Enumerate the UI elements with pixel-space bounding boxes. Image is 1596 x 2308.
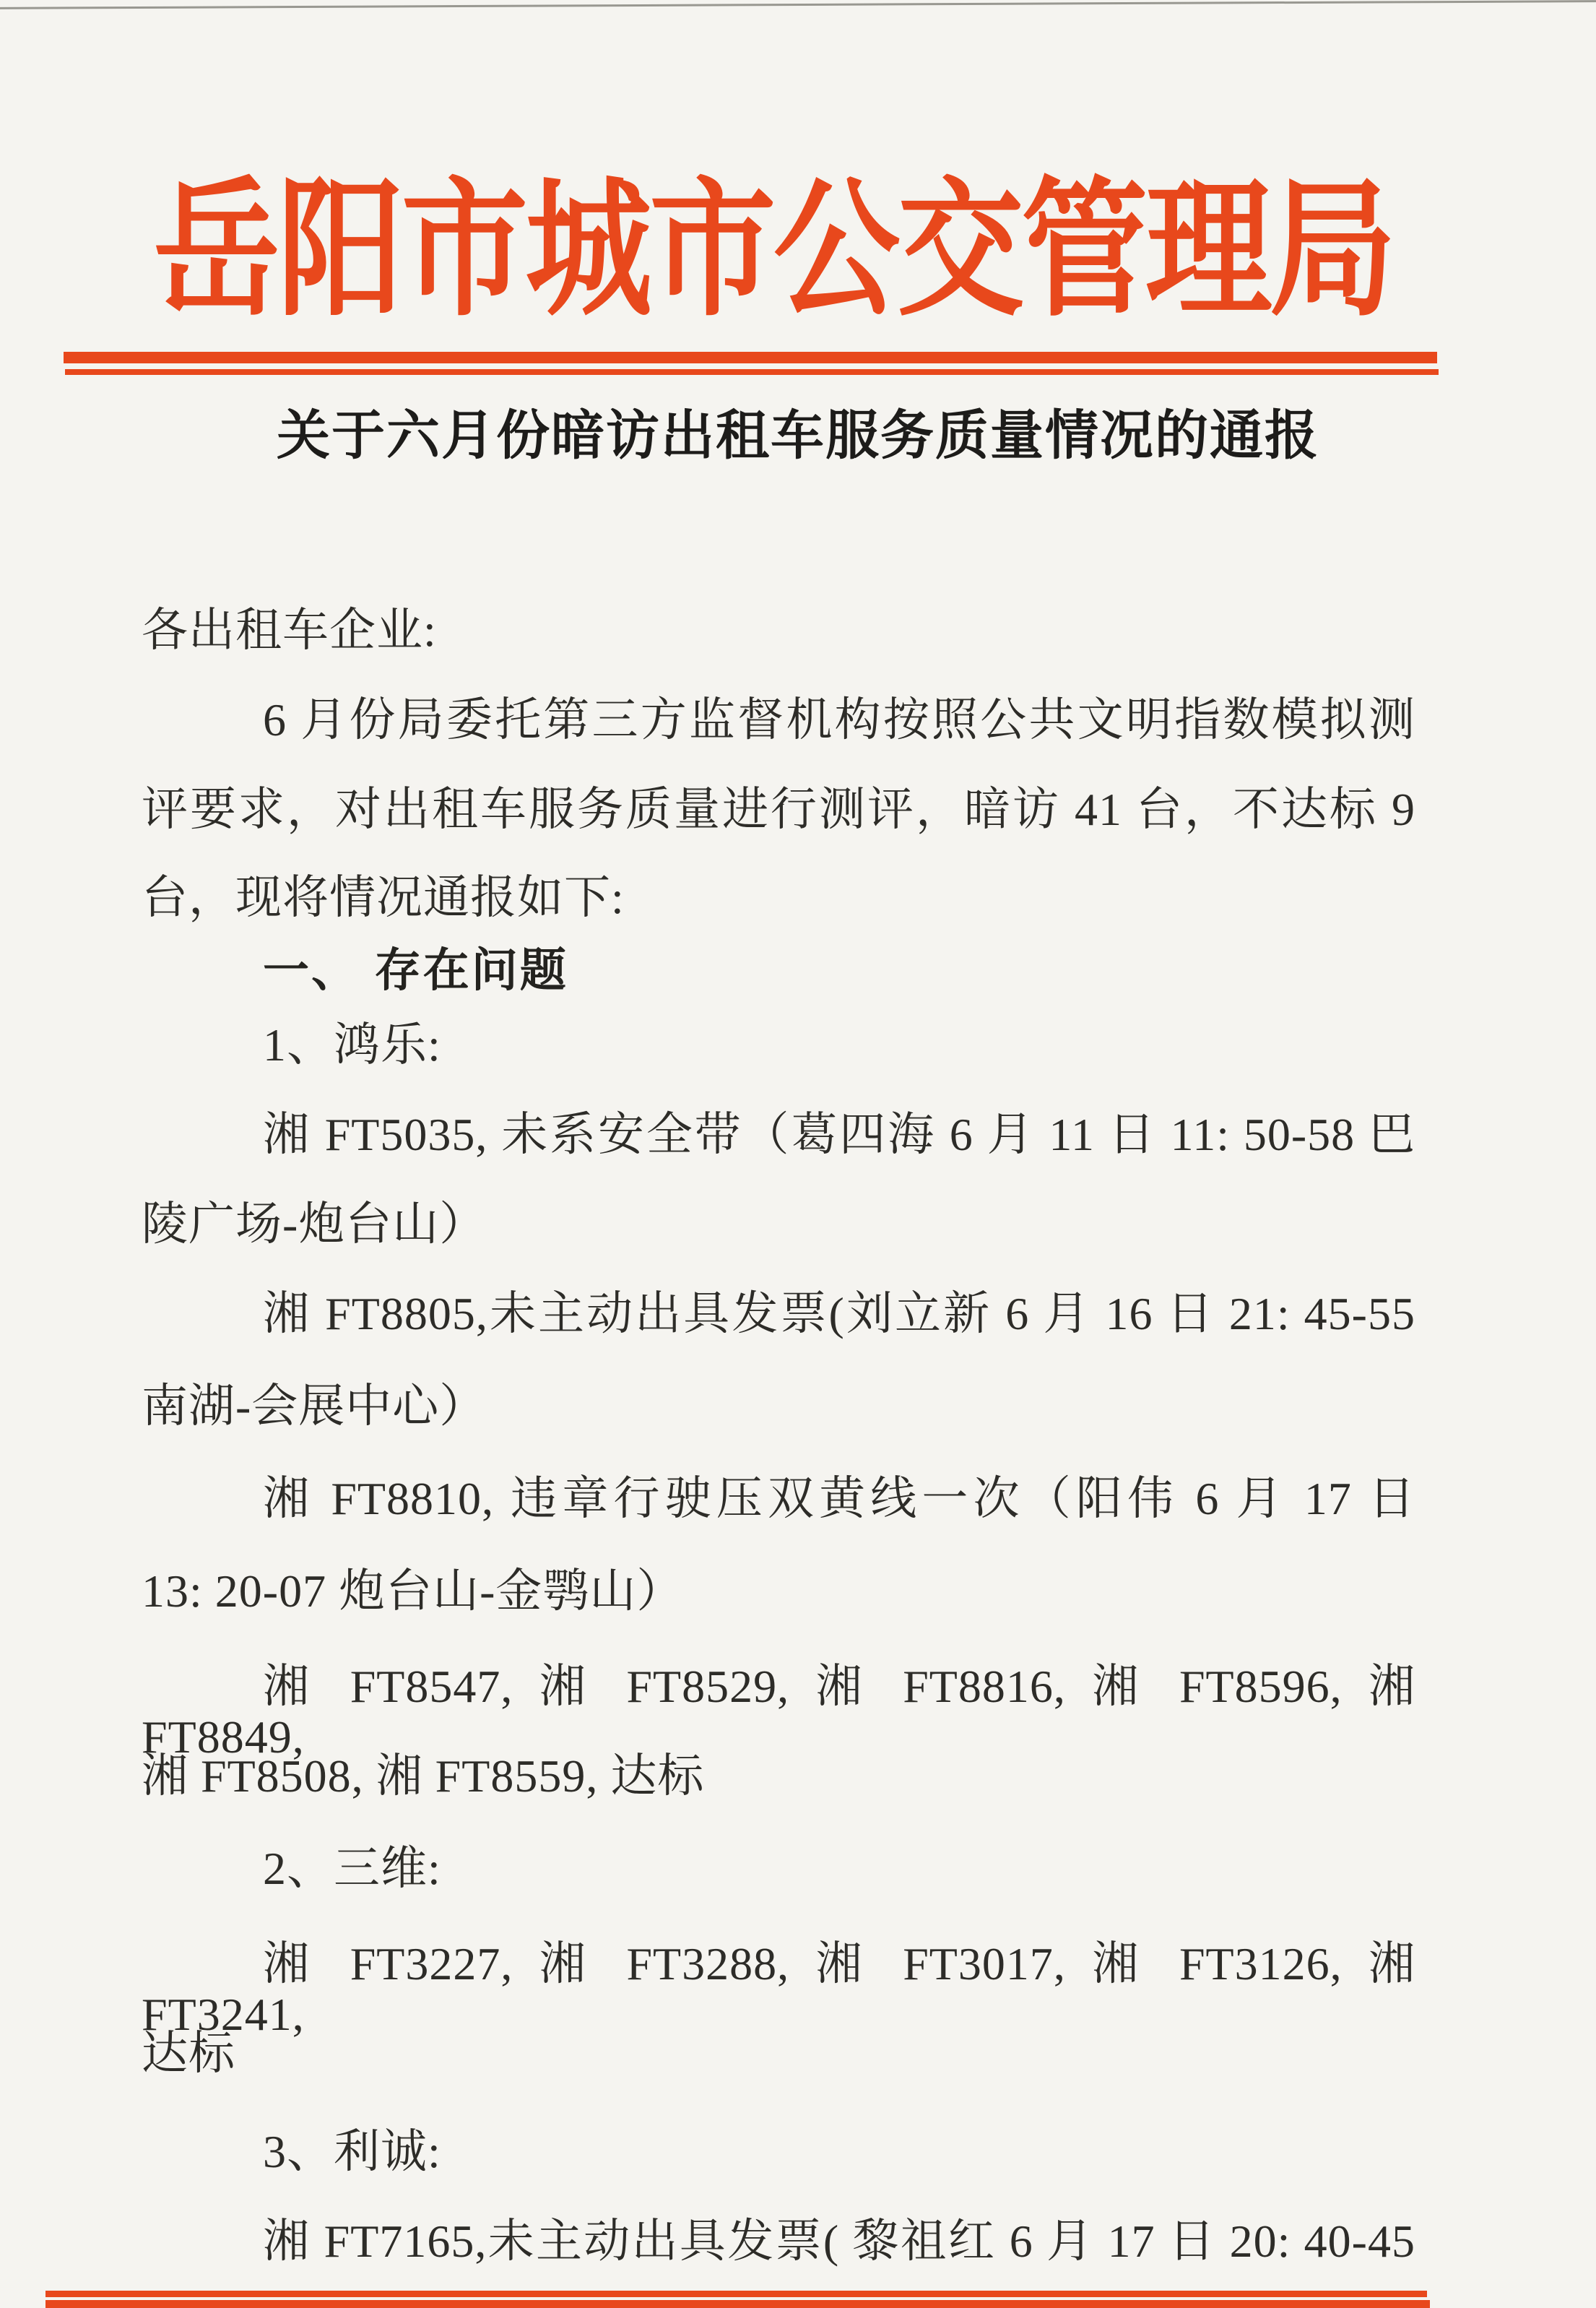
item-heading-licheng: 3、利诚:	[263, 2126, 441, 2177]
letterhead-rule-thick	[64, 352, 1437, 363]
body-line: 13: 20-07 炮台山-金鹗山）	[142, 1565, 684, 1617]
body-line: 湘 FT8547, 湘 FT8529, 湘 FT8816, 湘 FT8596, 湘 FT8849,	[142, 1661, 1415, 1763]
body-line: 湘 FT5035, 未系安全带（葛四海 6 月 11 日 11: 50-58 巴	[263, 1109, 1415, 1160]
footer-rule-thick	[45, 2300, 1430, 2308]
salutation-line: 各出租车企业:	[142, 605, 437, 656]
body-line: 湘 FT8810, 违章行驶压双黄线一次（阳伟 6 月 17 日	[263, 1473, 1415, 1524]
body-line: 6 月份局委托第三方监督机构按照公共文明指数模拟测	[263, 694, 1415, 745]
item-heading-sanwei: 2、三维:	[263, 1843, 441, 1894]
body-line: 达标	[142, 2028, 235, 2079]
letterhead-org-title: 岳阳市城市公交管理局	[153, 168, 1394, 334]
body-line: 陵广场-炮台山）	[142, 1198, 487, 1250]
body-line: 湘 FT8805,未主动出具发票(刘立新 6 月 16 日 21: 45-55	[263, 1288, 1415, 1339]
body-line: 湘 FT7165,未主动出具发票( 黎祖红 6 月 17 日 20: 40-45	[263, 2216, 1415, 2267]
section-heading-problems: 一、 存在问题	[263, 944, 568, 996]
document-title: 关于六月份暗访出租车服务质量情况的通报	[277, 407, 1319, 466]
item-heading-hongle: 1、鸿乐:	[263, 1019, 441, 1071]
body-line: 湘 FT8508, 湘 FT8559, 达标	[142, 1750, 705, 1802]
body-line: 评要求，对出租车服务质量进行测评，暗访 41 台，不达标 9	[142, 784, 1415, 835]
body-line: 台，现将情况通报如下:	[142, 872, 625, 923]
footer-rule-thin	[45, 2291, 1427, 2297]
letterhead-rule-thin	[65, 369, 1439, 375]
body-line: 南湖-会展中心）	[142, 1380, 487, 1432]
scan-edge-artifact	[0, 0, 1596, 9]
body-line: 湘 FT3227, 湘 FT3288, 湘 FT3017, 湘 FT3126, 湘 FT3241,	[142, 1938, 1415, 2041]
